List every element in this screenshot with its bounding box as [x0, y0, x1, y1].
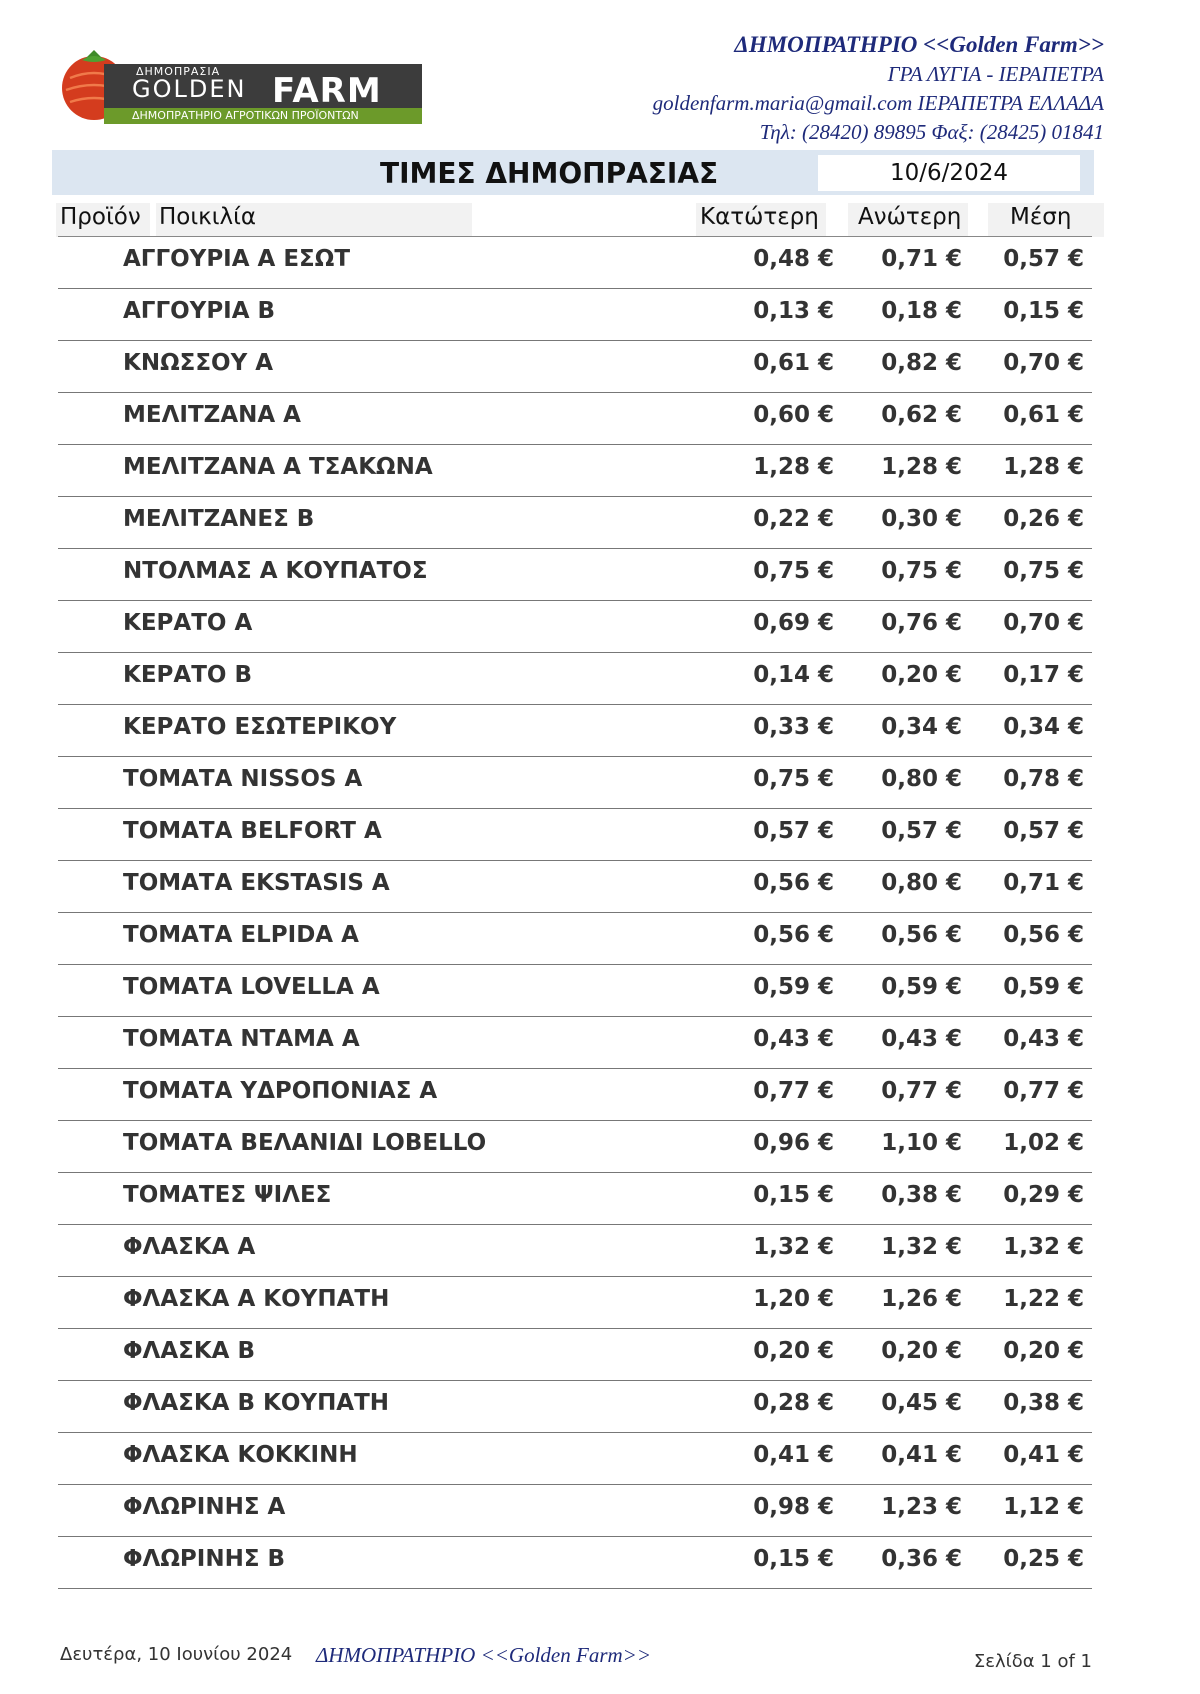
row-avg: 1,12 €	[1003, 1494, 1084, 1520]
row-name: ΜΕΛΙΤΖΑΝΑ Α ΤΣΑΚΩΝΑ	[123, 454, 433, 480]
row-low: 0,59 €	[753, 974, 834, 1000]
row-high: 1,26 €	[881, 1286, 962, 1312]
row-high: 1,10 €	[881, 1130, 962, 1156]
page-number: Σελίδα 1 of 1	[973, 1651, 1092, 1672]
row-name: ΤΟΜΑΤΑ ΒΕΛΑΝΙΔΙ LOBELLO	[123, 1130, 487, 1156]
row-avg: 0,34 €	[1003, 714, 1084, 740]
row-avg: 0,26 €	[1003, 506, 1084, 532]
row-name: ΜΕΛΙΤΖΑΝΕΣ Β	[123, 506, 315, 532]
row-high: 0,36 €	[881, 1546, 962, 1572]
column-header-low: Κατώτερη	[700, 204, 819, 230]
row-high: 0,71 €	[881, 246, 962, 272]
row-avg: 1,28 €	[1003, 454, 1084, 480]
table-row	[58, 1016, 1092, 1069]
row-low: 0,43 €	[753, 1026, 834, 1052]
table-row	[58, 1484, 1092, 1537]
row-high: 0,75 €	[881, 558, 962, 584]
row-avg: 0,78 €	[1003, 766, 1084, 792]
column-header-variety: Ποικιλία	[159, 204, 257, 230]
logo-golden-text: GOLDEN	[132, 75, 247, 103]
company-logo	[52, 44, 424, 128]
row-low: 1,32 €	[753, 1234, 834, 1260]
row-low: 0,98 €	[753, 1494, 834, 1520]
table-row	[58, 340, 1092, 393]
row-name: ΦΛΑΣΚΑ Β ΚΟΥΠΑΤΗ	[123, 1390, 390, 1416]
column-header-avg: Μέση	[1010, 204, 1072, 230]
row-avg: 0,38 €	[1003, 1390, 1084, 1416]
row-avg: 0,70 €	[1003, 610, 1084, 636]
row-high: 0,34 €	[881, 714, 962, 740]
table-row	[58, 808, 1092, 861]
row-low: 0,22 €	[753, 506, 834, 532]
table-row	[58, 756, 1092, 809]
row-name: ΑΓΓΟΥΡΙΑ Β	[123, 298, 276, 324]
table-row	[58, 912, 1092, 965]
row-low: 0,41 €	[753, 1442, 834, 1468]
table-row	[58, 1328, 1092, 1381]
row-low: 0,20 €	[753, 1338, 834, 1364]
row-name: ΚΕΡΑΤΟ Α	[123, 610, 253, 636]
row-avg: 0,25 €	[1003, 1546, 1084, 1572]
page-title: ΤΙΜΕΣ ΔΗΜΟΠΡΑΣΙΑΣ	[380, 157, 719, 190]
row-low: 0,56 €	[753, 870, 834, 896]
row-name: ΤΟΜΑΤΑ ΥΔΡΟΠΟΝΙΑΣ Α	[123, 1078, 438, 1104]
row-high: 1,23 €	[881, 1494, 962, 1520]
row-high: 0,20 €	[881, 1338, 962, 1364]
row-low: 0,61 €	[753, 350, 834, 376]
row-low: 0,14 €	[753, 662, 834, 688]
row-name: ΤΟΜΑΤΑ ELPIDA Α	[123, 922, 359, 948]
row-avg: 0,43 €	[1003, 1026, 1084, 1052]
row-avg: 1,22 €	[1003, 1286, 1084, 1312]
table-row	[58, 548, 1092, 601]
company-email: goldenfarm.maria@gmail.com ΙΕΡΑΠΕΤΡΑ ΕΛΛΑΔΑ	[652, 91, 1104, 115]
row-avg: 0,71 €	[1003, 870, 1084, 896]
row-low: 0,75 €	[753, 766, 834, 792]
table-row	[58, 1224, 1092, 1277]
column-header-high: Ανώτερη	[858, 204, 962, 230]
row-low: 0,96 €	[753, 1130, 834, 1156]
table-row	[58, 964, 1092, 1017]
row-low: 0,15 €	[753, 1182, 834, 1208]
row-avg: 0,59 €	[1003, 974, 1084, 1000]
table-row	[58, 444, 1092, 497]
row-high: 0,41 €	[881, 1442, 962, 1468]
row-low: 0,69 €	[753, 610, 834, 636]
row-avg: 0,57 €	[1003, 246, 1084, 272]
row-avg: 0,61 €	[1003, 402, 1084, 428]
row-avg: 0,56 €	[1003, 922, 1084, 948]
row-name: ΦΛΑΣΚΑ Α	[123, 1234, 256, 1260]
table-row	[58, 1380, 1092, 1433]
row-name: ΤΟΜΑΤΑ LOVELLA Α	[123, 974, 380, 1000]
row-avg: 0,15 €	[1003, 298, 1084, 324]
row-name: ΦΛΑΣΚΑ ΚΟΚΚΙΝΗ	[123, 1442, 358, 1468]
row-low: 0,77 €	[753, 1078, 834, 1104]
row-name: ΤΟΜΑΤΑ EKSTASIS Α	[123, 870, 390, 896]
row-high: 0,43 €	[881, 1026, 962, 1052]
row-name: ΑΓΓΟΥΡΙΑ Α ΕΣΩΤ	[123, 246, 351, 272]
row-avg: 0,29 €	[1003, 1182, 1084, 1208]
row-name: ΦΛΩΡΙΝΗΣ Β	[123, 1546, 286, 1572]
table-row	[58, 236, 1092, 289]
row-low: 0,56 €	[753, 922, 834, 948]
row-low: 0,28 €	[753, 1390, 834, 1416]
row-high: 0,62 €	[881, 402, 962, 428]
row-high: 1,28 €	[881, 454, 962, 480]
row-avg: 0,57 €	[1003, 818, 1084, 844]
row-high: 0,82 €	[881, 350, 962, 376]
row-low: 0,48 €	[753, 246, 834, 272]
row-low: 0,75 €	[753, 558, 834, 584]
row-name: ΦΛΑΣΚΑ Β	[123, 1338, 256, 1364]
row-avg: 0,70 €	[1003, 350, 1084, 376]
table-row	[58, 1276, 1092, 1329]
auction-date: 10/6/2024	[890, 160, 1008, 186]
table-row	[58, 392, 1092, 445]
table-row	[58, 496, 1092, 549]
table-row	[58, 860, 1092, 913]
logo-farm-text: FARM	[272, 71, 382, 111]
footer-company: ΔΗΜΟΠΡΑΤΗΡΙΟ <<Golden Farm>>	[316, 1643, 652, 1667]
row-name: ΤΟΜΑΤΑ BELFORT Α	[123, 818, 382, 844]
row-high: 0,76 €	[881, 610, 962, 636]
row-name: ΚΕΡΑΤΟ ΕΣΩΤΕΡΙΚΟΥ	[123, 714, 397, 740]
row-high: 0,30 €	[881, 506, 962, 532]
table-row	[58, 600, 1092, 653]
row-avg: 1,02 €	[1003, 1130, 1084, 1156]
row-avg: 1,32 €	[1003, 1234, 1084, 1260]
table-row	[58, 1172, 1092, 1225]
row-name: ΤΟΜΑΤΑ ΝΤΑΜΑ Α	[123, 1026, 360, 1052]
table-row	[58, 1536, 1092, 1589]
row-name: ΦΛΩΡΙΝΗΣ Α	[123, 1494, 286, 1520]
row-high: 0,18 €	[881, 298, 962, 324]
row-high: 0,20 €	[881, 662, 962, 688]
row-high: 1,32 €	[881, 1234, 962, 1260]
company-address: ΓΡΑ ΛΥΓΙΑ - ΙΕΡΑΠΕΤΡΑ	[887, 62, 1104, 86]
row-high: 0,45 €	[881, 1390, 962, 1416]
table-row	[58, 1432, 1092, 1485]
row-low: 0,13 €	[753, 298, 834, 324]
row-name: ΦΛΑΣΚΑ Α ΚΟΥΠΑΤΗ	[123, 1286, 390, 1312]
row-low: 0,57 €	[753, 818, 834, 844]
footer-date: Δευτέρα, 10 Ιουνίου 2024	[60, 1644, 293, 1665]
table-row	[58, 288, 1092, 341]
row-name: ΤΟΜΑΤΕΣ ΨΙΛΕΣ	[123, 1182, 332, 1208]
logo-tagline: ΔΗΜΟΠΡΑΤΗΡΙΟ ΑΓΡΟΤΙΚΩΝ ΠΡΟΪΟΝΤΩΝ	[132, 109, 359, 122]
row-low: 0,15 €	[753, 1546, 834, 1572]
row-high: 0,77 €	[881, 1078, 962, 1104]
row-name: ΚΕΡΑΤΟ Β	[123, 662, 252, 688]
row-low: 0,60 €	[753, 402, 834, 428]
row-name: ΜΕΛΙΤΖΑΝΑ Α	[123, 402, 301, 428]
company-phones: Τηλ: (28420) 89895 Φαξ: (28425) 01841	[759, 120, 1104, 144]
row-avg: 0,41 €	[1003, 1442, 1084, 1468]
row-low: 1,20 €	[753, 1286, 834, 1312]
table-row	[58, 1068, 1092, 1121]
row-avg: 0,17 €	[1003, 662, 1084, 688]
row-name: ΚΝΩΣΣΟΥ Α	[123, 350, 274, 376]
table-row	[58, 652, 1092, 705]
table-row	[58, 704, 1092, 757]
row-high: 0,56 €	[881, 922, 962, 948]
row-high: 0,38 €	[881, 1182, 962, 1208]
column-header-product: Προϊόν	[60, 204, 141, 230]
row-high: 0,57 €	[881, 818, 962, 844]
row-avg: 0,20 €	[1003, 1338, 1084, 1364]
logo-small-text: ΔΗΜΟΠΡΑΣΙΑ	[136, 65, 221, 78]
company-name: ΔΗΜΟΠΡΑΤΗΡΙΟ <<Golden Farm>>	[734, 32, 1104, 57]
row-name: ΤΟΜΑΤΑ NISSOS Α	[123, 766, 363, 792]
row-avg: 0,75 €	[1003, 558, 1084, 584]
row-avg: 0,77 €	[1003, 1078, 1084, 1104]
row-high: 0,80 €	[881, 766, 962, 792]
row-high: 0,59 €	[881, 974, 962, 1000]
row-low: 1,28 €	[753, 454, 834, 480]
row-low: 0,33 €	[753, 714, 834, 740]
row-high: 0,80 €	[881, 870, 962, 896]
table-row	[58, 1120, 1092, 1173]
row-name: ΝΤΟΛΜΑΣ Α ΚΟΥΠΑΤΟΣ	[123, 558, 428, 584]
